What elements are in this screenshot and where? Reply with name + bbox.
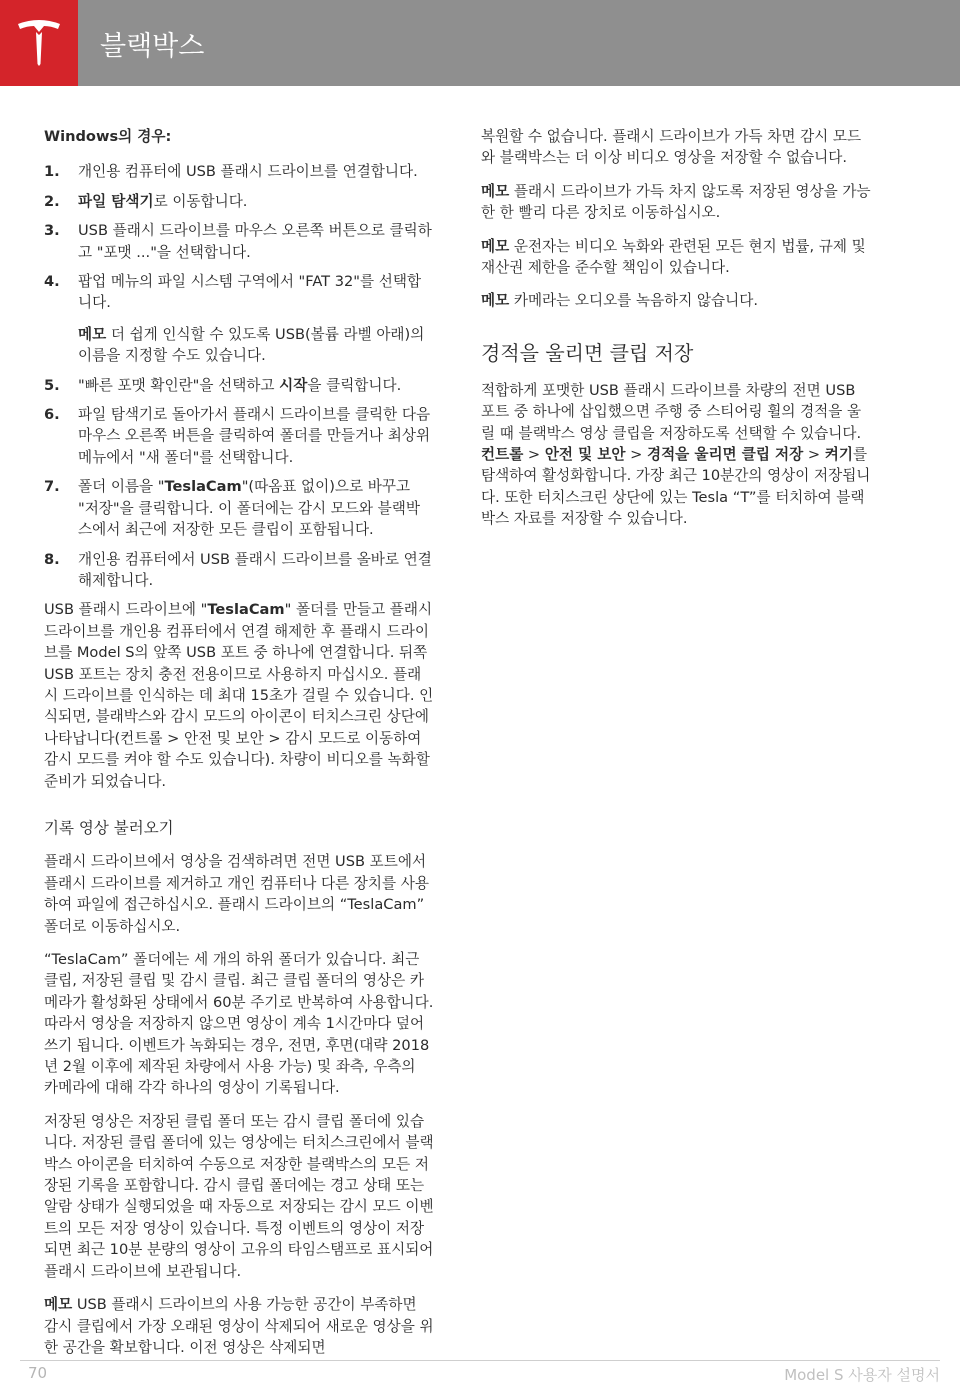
footer-divider	[20, 1360, 940, 1361]
step-item: 4. 팝업 메뉴의 파일 시스템 구역에서 "FAT 32"를 선택합니다. 메모 더 쉽게 인식할 수 있도록 USB(볼륨 라벨 아래)의 이름을 지정할 수도 있습니다.	[44, 271, 434, 367]
step-item: 5. "빠른 포맷 확인란"을 선택하고 시작을 클릭합니다.	[44, 376, 402, 394]
note: 메모 더 쉽게 인식할 수 있도록 USB(볼륨 라벨 아래)의 이름을 지정할 수도 있습니다.	[78, 325, 425, 365]
step-item: 3. USB 플래시 드라이브를 마우스 오른쪽 버튼으로 클릭하고 "포맷 ..."을 선택합니다.	[44, 222, 432, 261]
step-item: 7. 폴더 이름을 "TeslaCam"(따옴표 없이)으로 바꾸고 "저장"을 클릭합니다. 이 폴더에는 감시 모드와 블랙박스에서 최근에 저장한 모든 클립이 포함됩니다.	[44, 478, 420, 539]
note: 메모 카메라는 오디오를 녹음하지 않습니다.	[481, 292, 758, 310]
retrieve-heading: 기록 영상 불러오기	[44, 818, 174, 837]
paragraph: 저장된 영상은 저장된 클립 폴더 또는 감시 클립 폴더에 있습니다. 저장된 클립 폴더에 있는 영상에는 터치스크린에서 블랙박스 아이콘을 터치하여 수동으로 저장한 블랙박스의 모든 저장된 기록을 포함합니다. 감시 클립 폴더에는 경고 상태 또는 알람 상태가 실행되었을 때 자동으로 저장되는 감시 모드 이벤트의 모든 저장 영상이 있습니다. 특정 이벤트의 영상이 저장되면 최근 10분 분량의 영상이 고유의 타임스탬프로 표시되어 플래시 드라이브에 보관됩니다.	[44, 1112, 434, 1280]
paragraph: 플래시 드라이브에서 영상을 검색하려면 전면 USB 포트에서 플래시 드라이브를 제거하고 개인 컴퓨터나 다른 장치를 사용하여 파일에 접근하십시오. 플래시 드라이브의 “TeslaCam” 폴더로 이동하십시오.	[44, 853, 429, 935]
page-number: 70	[28, 1364, 48, 1382]
right-column	[481, 126, 871, 542]
left-column	[44, 126, 434, 1370]
tesla-logo	[0, 0, 78, 86]
page-header	[0, 0, 960, 86]
paragraph: USB 플래시 드라이브에 "TeslaCam" 폴더를 만들고 플래시 드라이브를 개인용 컴퓨터에서 연결 해제한 후 플래시 드라이브를 Model S의 앞쪽 USB 포트 중 하나에 연결합니다. 뒤쪽 USB 포트는 장치 충전 전용이므로 사용하지 마십시오. 플래시 드라이브를 인식하는 데 최대 15초가 걸릴 수 있습니다. 인식되면, 블래박스와 감시 모드의 아이콘이 터치스크린 상단에 나타납니다(컨트롤 > 안전 및 보안 > 감시 모드로 이동하여 감시 모드를 켜야 할 수도 있습니다). 차량이 비디오를 녹화할 준비가 되었습니다.	[44, 601, 434, 790]
page-title: 블랙박스	[100, 31, 205, 62]
note: 메모 운전자는 비디오 녹화와 관련된 모든 현지 법률, 규제 및 재산권 제한을 준수할 책임이 있습니다.	[481, 237, 866, 277]
note: 메모 USB 플래시 드라이브의 사용 가능한 공간이 부족하면 감시 클립에서 가장 오래된 영상이 삭제되어 새로운 영상을 위한 공간을 확보합니다. 이전 영상은 삭제되면	[44, 1296, 434, 1356]
step-item: 1. 개인용 컴퓨터에 USB 플래시 드라이브를 연결합니다.	[44, 163, 418, 181]
paragraph: 복원할 수 없습니다. 플래시 드라이브가 가득 차면 감시 모드와 블랙박스는 더 이상 비디오 영상을 저장할 수 없습니다.	[481, 128, 862, 167]
windows-heading: Windows의 경우:	[44, 128, 172, 145]
windows-steps	[44, 161, 434, 591]
paragraph: 적합하게 포맷한 USB 플래시 드라이브를 차량의 전면 USB 포트 중 하나에 삽입했으면 주행 중 스티어링 휠의 경적을 울릴 때 블랙박스 영상 클립을 저장하도록 선택할 수 있습니다. 컨트롤 > 안전 및 보안 > 경적을 울리면 클립 저장 > 켜기를 탐색하여 활성화합니다. 가장 최근 10분간의 영상이 저장됩니다. 또한 터치스크린 상단에 있는 Tesla “T”를 터치하여 블랙박스 자료를 저장할 수 있습니다.	[481, 381, 871, 528]
section-title: 경적을 울리면 클립 저장	[481, 340, 694, 365]
manual-title: Model S 사용자 설명서	[784, 1366, 940, 1384]
step-item: 6. 파일 탐색기로 돌아가서 플래시 드라이브를 클릭한 다음 마우스 오른쪽 버튼을 클릭하여 폴더를 만들거나 최상위 메뉴에서 "새 폴더"를 선택합니다.	[44, 406, 431, 466]
step-item: 2. 파일 탐색기로 이동합니다.	[44, 192, 248, 210]
tesla-t-icon	[16, 18, 62, 68]
step-item: 8. 개인용 컴퓨터에서 USB 플래시 드라이브를 올바로 연결 해제합니다.	[44, 550, 432, 589]
paragraph: “TeslaCam” 폴더에는 세 개의 하위 폴더가 있습니다. 최근 클립, 저장된 클립 및 감시 클립. 최근 클립 폴더의 영상은 카메라가 활성화된 상태에서 60분 주기로 반복하여 사용합니다. 따라서 영상을 저장하지 않으면 영상이 계속 1시간마다 덮어쓰기 됩니다. 이벤트가 녹화되는 경우, 전면, 후면(대략 2018년 2월 이후에 제작된 차량에서 사용 가능) 및 좌측, 우측의 카메라에 대해 각각 하나의 영상이 기록됩니다.	[44, 951, 434, 1097]
note: 메모 플래시 드라이브가 가득 차지 않도록 저장된 영상을 가능한 한 빨리 다른 장치로 이동하십시오.	[481, 182, 871, 222]
